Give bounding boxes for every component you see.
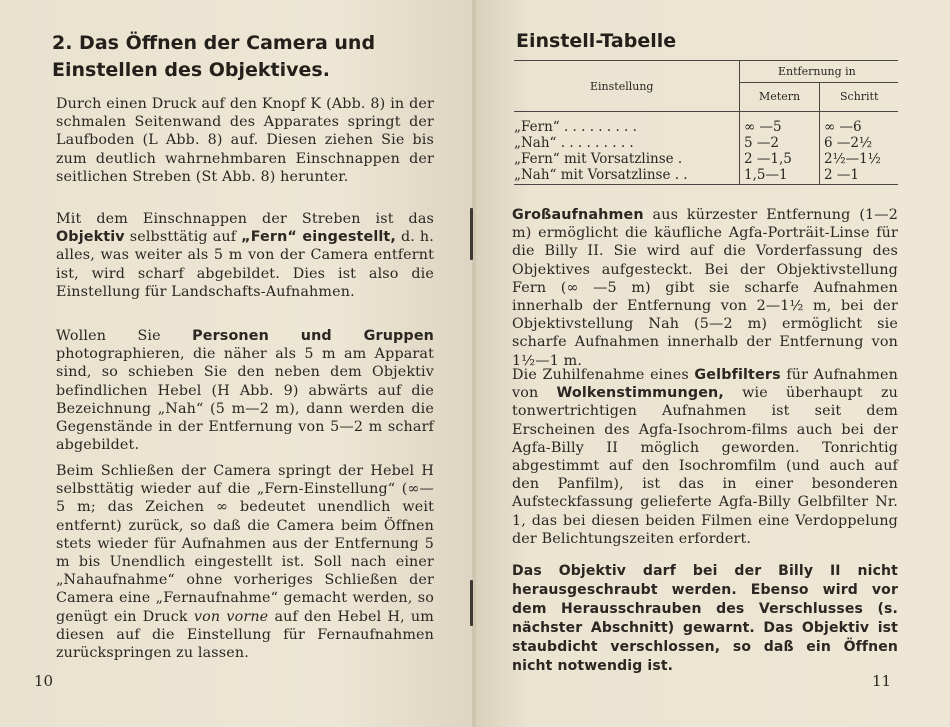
bold-term-gelbfilter: Gelbfilters: [694, 367, 781, 383]
text-run: Wollen Sie: [56, 328, 193, 344]
section-heading: 2. Das Öffnen der Camera und Einstellen des Objektives.: [52, 32, 376, 81]
header-metern: Metern: [759, 90, 801, 103]
table-rule: [514, 111, 898, 112]
table-heading: Einstell-Tabelle: [516, 30, 677, 52]
paragraph-opening: Durch einen Druck auf den Knopf K (Abb. 8) in der schmalen Seitenwand des Apparates springt der Laufboden (L Abb. 8) auf. Diesen ziehen Sie bis zum deutlich wahrnehmbaren Einschnappen der seitlichen Streben (St Abb. 8) herunter.: [56, 96, 434, 185]
bold-term-personen: Personen und Gruppen: [192, 328, 434, 344]
header-schritt: Schritt: [840, 90, 879, 103]
page-number-left: 10: [34, 672, 54, 690]
paragraph-schliessen: [56, 462, 434, 662]
table-row-label: „Fern“ mit Vorsatzlinse .: [514, 151, 683, 167]
bold-term-fern: „Fern“ eingestellt,: [241, 229, 396, 246]
binding-stitch: [470, 208, 473, 260]
right-page: [476, 0, 950, 727]
text-run: d. h. alles, was weiter als 5 m von der Camera entfernt ist, wird scharf abgebildet. Dies ist also die Einstellung für Landschafts-Aufnahmen.: [56, 229, 434, 300]
left-page: [0, 0, 474, 727]
table-cell-schritt: 6 —2½: [824, 135, 873, 151]
text-run: Mit dem Einschnappen der Streben ist das: [56, 211, 434, 227]
paragraph-objektiv: [56, 210, 434, 301]
text-run: auf den Hebel H, um diesen auf die Einstellung für Fernaufnahmen zurückspringen zu lassen.: [56, 608, 434, 662]
table-row-label: „Nah“ . . . . . . . . .: [514, 135, 634, 151]
paragraph-grossaufnahmen: [512, 206, 898, 370]
text-run: photographieren, die näher als 5 m am Apparat sind, so schieben Sie den neben dem Objektiv befindlichen Hebel (H Abb. 9) abwärts auf die Bezeichnung „Nah“ (5 m—2 m), dann werden die Gegenstände in der Entfernung von 5—2 m scharf abgebildet.: [56, 346, 434, 454]
text-run: wie überhaupt zu tonwertrichtigen Aufnahmen ist seit dem Erscheinen des Agfa-Isochrom-films auch bei der Agfa-Billy II möglich geworden. Tonrichtig abgestimmt auf den Isochromfilm (und auch auf den Panfilm), ist das in einer besonderen Aufsteckfassung gelieferte Agfa-Billy Gelbfilter Nr. 1, das bei diesen beiden Filmen eine Verdoppelung der Belichtungszeiten erfordert.: [512, 385, 899, 547]
table-rule: [819, 82, 820, 184]
table-cell-metern: 2 —1,5: [744, 151, 792, 167]
binding-stitch: [470, 580, 473, 626]
text-run: für Aufnahmen von: [512, 367, 899, 402]
italic-von-vorne: von vorne: [193, 608, 269, 625]
page-number-right: 11: [872, 672, 892, 690]
table-row-label: „Nah“ mit Vorsatzlinse . .: [514, 167, 688, 183]
table-cell-schritt: 2½—1½: [824, 151, 881, 167]
table-cell-schritt: 2 —1: [824, 167, 859, 183]
table-cell-metern: ∞ —5: [744, 119, 782, 135]
table-cell-schritt: ∞ —6: [824, 119, 862, 135]
table-cell-metern: 1,5—1: [744, 167, 788, 183]
text-run: selbsttätig auf: [124, 229, 242, 246]
text-run: aus kürzester Entfernung (1—2 m) ermöglicht die käufliche Agfa-Porträit-Linse für die Billy II. Sie wird auf die Vorderfassung des Objektives aufgesteckt. Bei der Objektivstellung Fern (∞ —5 m) gibt sie scharfe Aufnahmen innerhalb der Entfernung von 2—1½ m, bei der Objektivstellung Nah (5—2 m) ermöglicht sie scharfe Aufnahmen innerhalb der Entfernung von 1½—1 m.: [512, 207, 898, 369]
table-row-label: „Fern“ . . . . . . . . .: [514, 119, 637, 135]
table-rule: [739, 60, 740, 184]
einstell-table: [514, 60, 898, 188]
header-einstellung: Einstellung: [590, 80, 654, 93]
bold-term-wolkenstimmungen: Wolkenstimmungen,: [556, 385, 724, 402]
bold-term-objektiv: Objektiv: [56, 229, 125, 246]
paragraph-personen: [56, 327, 434, 454]
table-rule: [514, 184, 898, 185]
bold-term-grossaufnahmen: Großaufnahmen: [512, 207, 644, 223]
text-run: Beim Schließen der Camera springt der Hebel H selbsttätig wieder auf die „Fern-Einstellung“ (∞—5 m; das Zeichen ∞ bedeutet unendlich weit entfernt) zurück, so daß die Camera beim Öffnen stets wieder für Aufnahmen aus der Entfernung 5 m bis Unendlich eingestellt ist. Soll nach einer „Nahaufnahme“ ohne vorheriges Schließen der Camera eine „Fernaufnahme“ gemacht werden, so genügt ein Druck: [56, 463, 434, 625]
table-cell-metern: 5 —2: [744, 135, 779, 151]
paragraph-warning: Das Objektiv darf bei der Billy II nicht herausgeschraubt werden. Ebenso wird vor dem Herausschrauben des Verschlusses (s. nächster Abschnitt) gewarnt. Das Objektiv ist staubdicht verschlossen, so daß ein Öffnen nicht notwendig ist.: [512, 563, 898, 674]
header-entfernung: Entfernung in: [778, 65, 856, 78]
text-run: Die Zuhilfenahme eines: [512, 367, 695, 383]
table-rule: [514, 60, 898, 61]
paragraph-gelbfilter: [512, 366, 898, 548]
